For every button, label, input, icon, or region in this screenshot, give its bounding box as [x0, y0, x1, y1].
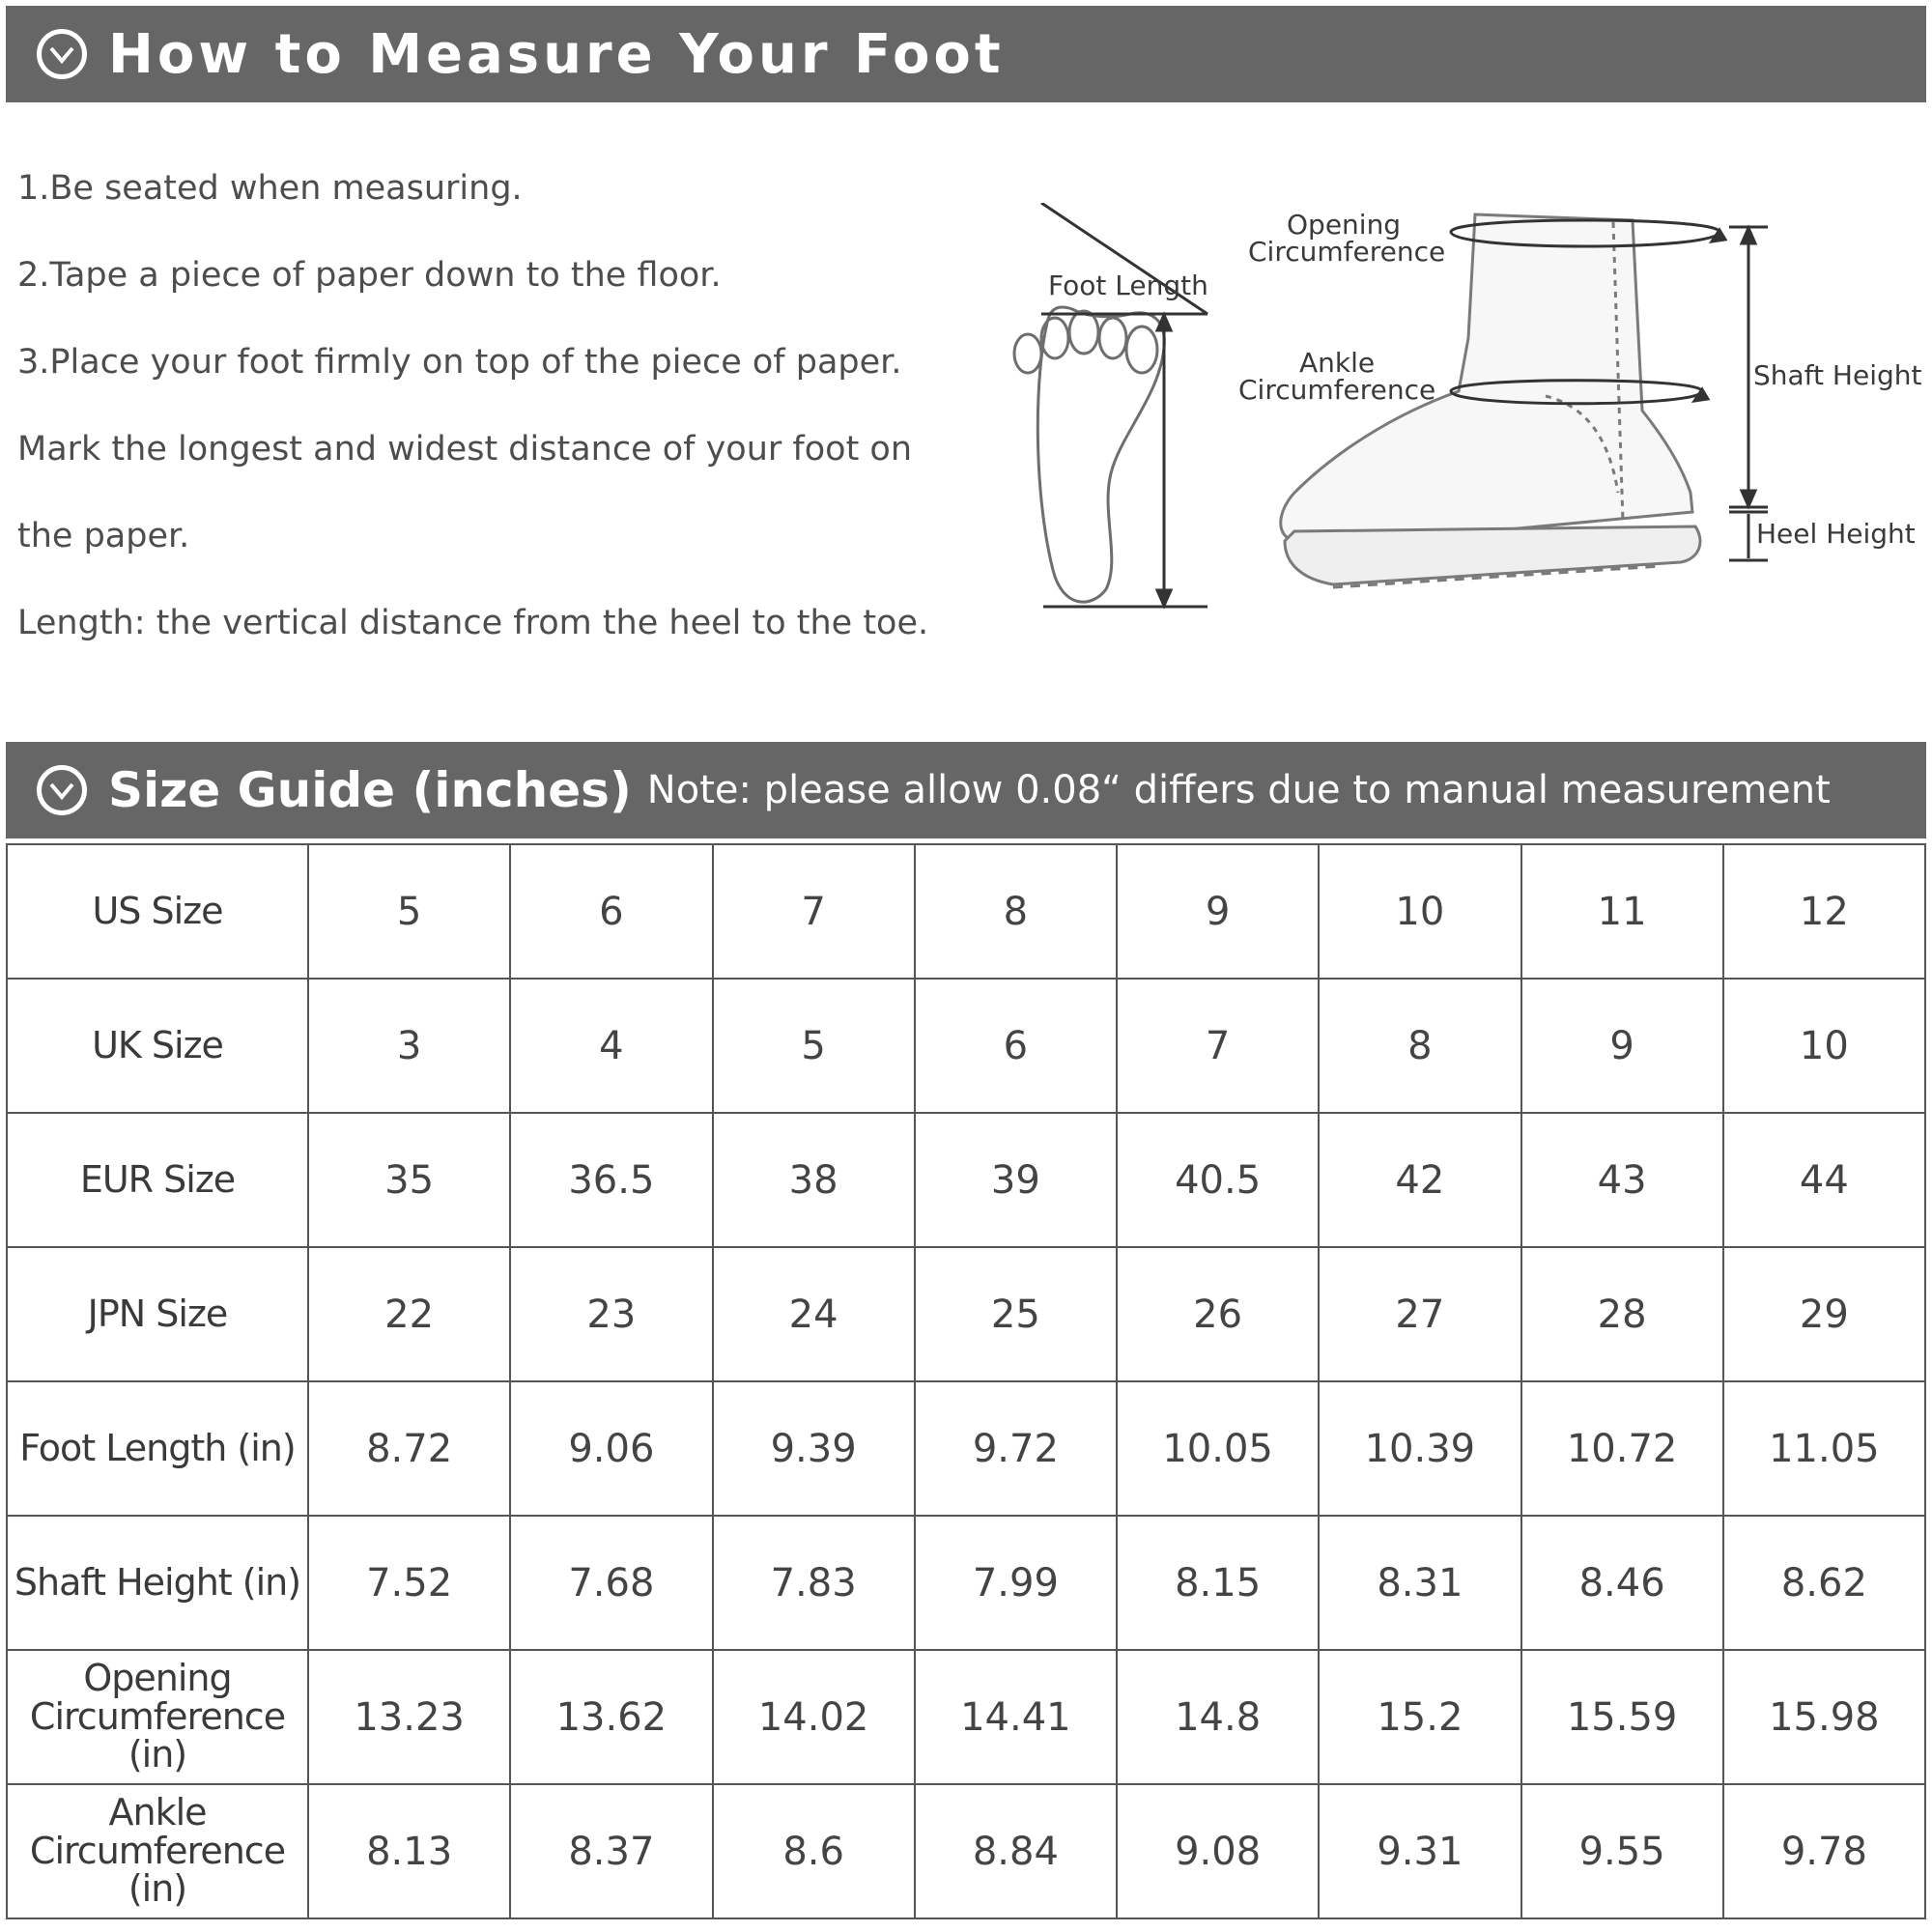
table-row [7, 1113, 1925, 1247]
table-cell: 7.99 [915, 1516, 1117, 1650]
table-cell: 15.2 [1319, 1650, 1520, 1784]
table-cell: 38 [713, 1113, 915, 1247]
table-cell: 24 [713, 1247, 915, 1381]
table-row [7, 1247, 1925, 1381]
table-cell: 9 [1521, 979, 1723, 1113]
table-cell: 36.5 [510, 1113, 712, 1247]
table-row [7, 1516, 1925, 1650]
table-cell: 22 [308, 1247, 510, 1381]
table-cell: 5 [308, 844, 510, 979]
table-cell: 44 [1723, 1113, 1925, 1247]
ankle-label-1: Ankle [1299, 347, 1376, 379]
table-cell: 4 [510, 979, 712, 1113]
table-cell: 25 [915, 1247, 1117, 1381]
size-guide-header [6, 742, 1926, 838]
table-cell: 8.62 [1723, 1516, 1925, 1650]
size-table [6, 843, 1926, 1919]
row-header: UK Size [7, 979, 308, 1113]
ankle-label-2: Circumference [1238, 374, 1436, 406]
row-header: Foot Length (in) [7, 1381, 308, 1516]
table-cell: 5 [713, 979, 915, 1113]
table-cell: 9.55 [1521, 1784, 1723, 1918]
measure-steps [17, 155, 983, 676]
table-cell: 13.62 [510, 1650, 712, 1784]
table-cell: 9.39 [713, 1381, 915, 1516]
row-header-line-1: Opening [83, 1656, 232, 1699]
row-header [7, 1784, 308, 1918]
table-cell: 39 [915, 1113, 1117, 1247]
table-cell: 9.72 [915, 1381, 1117, 1516]
table-cell: 8.31 [1319, 1516, 1520, 1650]
table-cell: 6 [915, 979, 1117, 1113]
size-table-wrapper [6, 843, 1926, 1919]
heel-height-label: Heel Height [1756, 518, 1916, 550]
table-cell: 10 [1723, 979, 1925, 1113]
table-cell: 9 [1117, 844, 1319, 979]
table-cell: 8.84 [915, 1784, 1117, 1918]
table-cell: 8 [915, 844, 1117, 979]
table-row [7, 1784, 1925, 1918]
table-cell: 7 [713, 844, 915, 979]
size-guide-note: Note: please allow 0.08“ differs due to manual measurement [646, 768, 1831, 812]
foot-length-arrow [1041, 203, 1208, 607]
table-cell: 10.05 [1117, 1381, 1319, 1516]
table-cell: 40.5 [1117, 1113, 1319, 1247]
table-cell: 7.52 [308, 1516, 510, 1650]
table-cell: 14.41 [915, 1650, 1117, 1784]
size-guide-title: Size Guide (inches) [108, 762, 632, 818]
table-cell: 26 [1117, 1247, 1319, 1381]
size-table-body [7, 844, 1925, 1918]
table-cell: 14.02 [713, 1650, 915, 1784]
step-3-cont: Mark the longest and widest distance of your foot on [17, 430, 913, 469]
step-length-note: Length: the vertical distance from the heel to the toe. [17, 604, 929, 642]
table-cell: 13.23 [308, 1650, 510, 1784]
table-cell: 8.13 [308, 1784, 510, 1918]
table-cell: 8.6 [713, 1784, 915, 1918]
measure-header [6, 6, 1926, 102]
row-header [7, 1650, 308, 1784]
table-cell: 12 [1723, 844, 1925, 979]
row-header-line-2: Circumference (in) [29, 1829, 286, 1911]
table-row [7, 1650, 1925, 1784]
opening-label-2: Circumference [1248, 236, 1446, 268]
table-cell: 42 [1319, 1113, 1520, 1247]
table-cell: 8 [1319, 979, 1520, 1113]
chevron-down-circle-icon [37, 765, 87, 815]
table-cell: 8.15 [1117, 1516, 1319, 1650]
table-row [7, 844, 1925, 979]
table-cell: 35 [308, 1113, 510, 1247]
table-cell: 15.59 [1521, 1650, 1723, 1784]
chevron-down-circle-icon [37, 29, 87, 79]
table-cell: 8.72 [308, 1381, 510, 1516]
foot-outline-icon [1014, 307, 1164, 602]
row-header-line-1: Ankle [108, 1790, 207, 1833]
step-3-cont-2: the paper. [17, 517, 190, 555]
table-cell: 3 [308, 979, 510, 1113]
step-3: 3.Place your foot firmly on top of the piece of paper. [17, 343, 902, 382]
table-cell: 7 [1117, 979, 1319, 1113]
table-cell: 23 [510, 1247, 712, 1381]
step-2: 2.Tape a piece of paper down to the floor. [17, 256, 722, 295]
table-cell: 11.05 [1723, 1381, 1925, 1516]
table-cell: 7.83 [713, 1516, 915, 1650]
measure-title: How to Measure Your Foot [108, 22, 1005, 86]
table-cell: 11 [1521, 844, 1723, 979]
table-cell: 9.78 [1723, 1784, 1925, 1918]
table-cell: 43 [1521, 1113, 1723, 1247]
table-cell: 8.46 [1521, 1516, 1723, 1650]
step-1: 1.Be seated when measuring. [17, 169, 523, 208]
row-header: US Size [7, 844, 308, 979]
table-cell: 10 [1319, 844, 1520, 979]
table-cell: 9.31 [1319, 1784, 1520, 1918]
row-header: Shaft Height (in) [7, 1516, 308, 1650]
measure-illustration [1005, 203, 1932, 647]
table-cell: 14.8 [1117, 1650, 1319, 1784]
table-cell: 10.72 [1521, 1381, 1723, 1516]
table-cell: 7.68 [510, 1516, 712, 1650]
foot-length-label: Foot Length [1048, 270, 1208, 301]
table-row [7, 979, 1925, 1113]
table-cell: 27 [1319, 1247, 1520, 1381]
table-cell: 28 [1521, 1247, 1723, 1381]
table-cell: 9.06 [510, 1381, 712, 1516]
table-row [7, 1381, 1925, 1516]
table-cell: 10.39 [1319, 1381, 1520, 1516]
table-cell: 9.08 [1117, 1784, 1319, 1918]
table-cell: 8.37 [510, 1784, 712, 1918]
opening-label-1: Opening [1287, 209, 1402, 241]
table-cell: 6 [510, 844, 712, 979]
table-cell: 29 [1723, 1247, 1925, 1381]
row-header-line-2: Circumference (in) [29, 1694, 286, 1776]
row-header: JPN Size [7, 1247, 308, 1381]
table-cell: 15.98 [1723, 1650, 1925, 1784]
row-header: EUR Size [7, 1113, 308, 1247]
shaft-height-label: Shaft Height [1753, 359, 1922, 391]
